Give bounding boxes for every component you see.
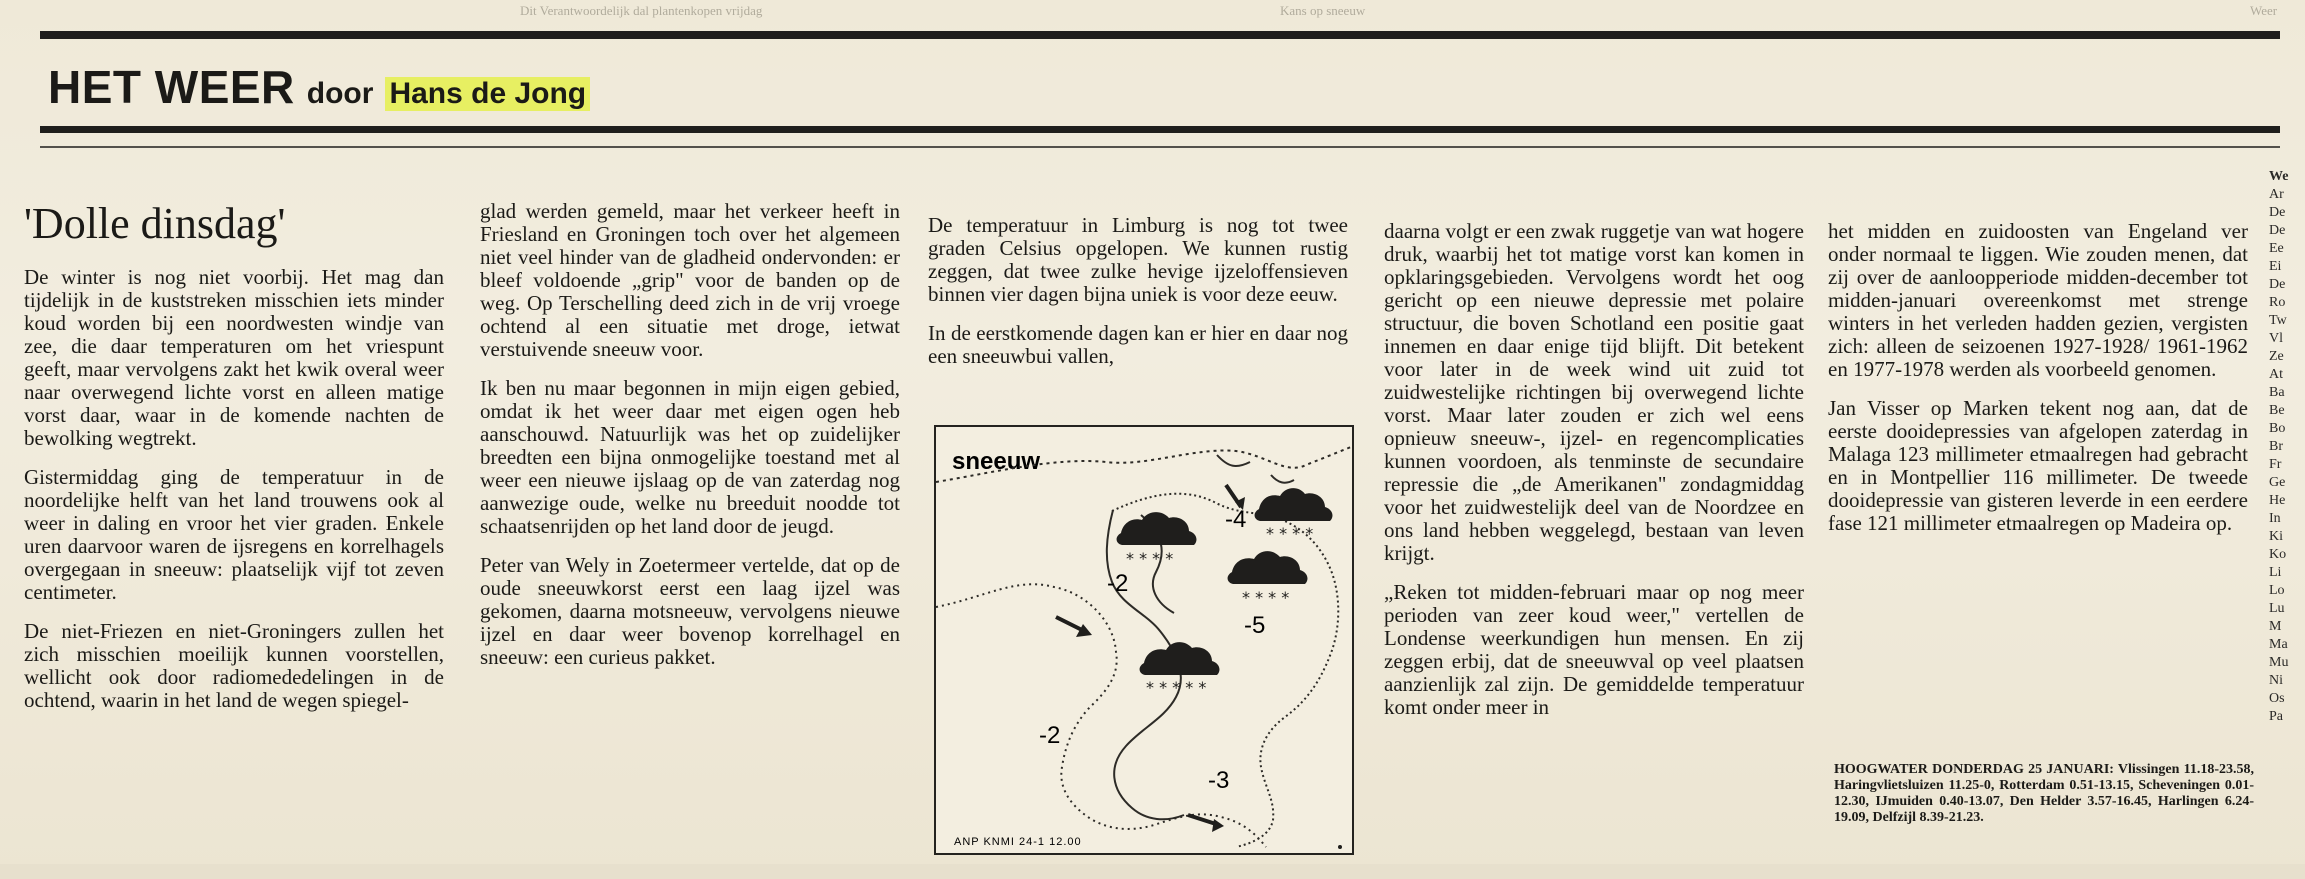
masthead-rule-bottom xyxy=(40,126,2280,133)
svg-text:* * * *: * * * * xyxy=(1242,588,1290,607)
article-paragraph: Gistermiddag ging de temperatuur in de noordelijke helft van het land trouwens ook al weer in daling en vroor het vier graden. Enkele uren daarvoor waren de ijsregens en korrelhagels overgegaan in sneeuw: plaatselijk vijf tot zeven centimeter. xyxy=(24,465,444,604)
right-index-item: In xyxy=(2269,511,2281,526)
temperature-label: -2 xyxy=(1039,722,1061,749)
right-index-item: Ba xyxy=(2269,385,2285,400)
right-index-item: Ar xyxy=(2269,187,2284,202)
page-bottom-edge xyxy=(0,864,2305,879)
right-index-item: Li xyxy=(2269,565,2282,580)
article-paragraph: De temperatuur in Limburg is nog tot twee graden Celsius opgelopen. We kunnen rustig zeggen, dat twee zulke hevige ijzeloffensieven binnen vier dagen bijna uniek is voor deze eeuw. xyxy=(928,213,1348,306)
weather-map xyxy=(934,425,1354,855)
article-paragraph: Peter van Wely in Zoetermeer vertelde, dat op de oude sneeuwkorst eerst een laag ijzel was gekomen, daarna motsneeuw, vervolgens nieuwe ijzel en daar weer bovenop korrelhagel en sneeuw: een curieus pakket. xyxy=(480,553,900,669)
weather-map-svg xyxy=(936,427,1354,855)
svg-text:* * * *: * * * * xyxy=(1266,524,1314,543)
right-index-item: Fr xyxy=(2269,457,2282,472)
wind-arrow-3-head xyxy=(1212,819,1224,832)
masthead-rule-top xyxy=(40,31,2280,39)
right-index-item: Ze xyxy=(2269,349,2284,364)
right-index-item: Ee xyxy=(2269,241,2284,256)
right-index-item: He xyxy=(2269,493,2286,508)
article-paragraph: In de eerstkomende dagen kan er hier en daar nog een sneeuwbui vallen, xyxy=(928,321,1348,368)
article-paragraph: glad werden gemeld, maar het verkeer heeft in Friesland en Groningen toch over het algemeen niet veel hinder van de gladheid ondervonden: er bleef voldoende „grip" voor de banden op de weg. Op Terschelling deed zich in de vrij vroege ochtend al een situatie met droge, ietwat verstuivende sneeuw voor. xyxy=(480,199,900,361)
article-paragraph: De niet-Friezen en niet-Groningers zullen het zich misschien moeilijk kunnen voorstellen, wellicht ook door radiomededelingen in de ochtend, waarin in het land de wegen spiegel- xyxy=(24,619,444,712)
map-islands xyxy=(1217,455,1294,483)
svg-text:* * * * *: * * * * * xyxy=(1146,678,1207,697)
right-index-item: Ma xyxy=(2269,637,2288,652)
article-column-3 xyxy=(928,214,1348,384)
right-index-item: Vl xyxy=(2269,331,2283,346)
right-index-item: M xyxy=(2269,619,2282,634)
right-index-item: De xyxy=(2269,277,2286,292)
map-dot xyxy=(1338,845,1342,849)
right-index-item: Tw xyxy=(2269,313,2287,328)
right-index-item: Pa xyxy=(2269,709,2283,724)
masthead-title: HET WEER xyxy=(48,61,295,113)
right-index-item: Ge xyxy=(2269,475,2286,490)
wind-arrow-2-head xyxy=(1076,624,1092,637)
temperature-label: -4 xyxy=(1225,506,1247,533)
snow-cloud-4 xyxy=(1140,642,1220,697)
masthead-rule-thin xyxy=(40,146,2280,148)
masthead-author: Hans de Jong xyxy=(385,77,590,111)
bleed-text-3: Weer xyxy=(2250,3,2278,18)
right-index-item: Ni xyxy=(2269,673,2283,688)
article-paragraph: Jan Visser op Marken tekent nog aan, dat de eerste dooidepressies van afgelopen zaterdag in Malaga 123 millimeter etmaalregen had gebracht en in Montpellier 116 millimeter. De tweede dooidepressie van gisteren leverde in een eerdere fase 121 millimeter etmaalregen op Madeira op. xyxy=(1828,396,2248,535)
right-index-item: De xyxy=(2269,205,2286,220)
snow-cloud-2 xyxy=(1117,512,1197,568)
article-paragraph: De winter is nog niet voorbij. Het mag dan tijdelijk in de kuststreken misschien iets minder koud worden bij een noordwesten windje van zee, die daar temperaturen om het vriespunt geeft, maar vervolgens zakt het kwik overal weer naar overwegend lichte vorst en alleen matige vorst daar, waar in de komende nachten de bewolking wegtrekt. xyxy=(24,265,444,450)
tide-notice: HOOGWATER DONDERDAG 25 JANUARI: Vlissingen 11.18-23.58, Haringvlietsluizen 11.25-0, Rotterdam 0.51-13.15, Scheveningen 0.01-12.30, IJmuiden 0.40-13.07, Den Helder 3.57-16.45, Harlingen 6.24-19.09, Delfzijl 8.39-21.23. xyxy=(1834,762,2254,825)
map-credit: ANP KNMI 24-1 12.00 xyxy=(954,836,1082,848)
article-paragraph: Ik ben nu maar begonnen in mijn eigen gebied, omdat ik het weer daar met eigen ogen heb aanschouwd. Natuurlijk was het op zuidelijker breedten een bijna onmogelijke toestand met al weer een nieuwe ijslaag op de van zaterdag nog aanwezige oude, welke nu breeduit noodde tot schaatsenrijden op het land door de jeugd. xyxy=(480,376,900,538)
map-label: sneeuw xyxy=(952,448,1041,475)
temperature-label: -2 xyxy=(1107,570,1129,597)
bleed-text-2: Kans op sneeuw xyxy=(1280,3,1366,18)
masthead xyxy=(48,60,590,118)
right-index-item: Br xyxy=(2269,439,2283,454)
snow-cloud-3 xyxy=(1228,551,1308,607)
article-paragraph: „Reken tot midden-februari maar op nog meer perioden van zeer koud weer," vertellen de Londense weerkundigen hun mensen. En zij zeggen erbij, dat de sneeuwval op veel plaatsen aanzienlijk zal zijn. De gemiddelde temperatuur komt onder meer in xyxy=(1384,580,1804,719)
masthead-by: door xyxy=(306,77,374,110)
article-column-5 xyxy=(1828,220,2248,551)
right-index-item: Ko xyxy=(2269,547,2287,562)
right-index-item: Ro xyxy=(2269,295,2286,310)
right-index-item: Ei xyxy=(2269,259,2282,274)
right-index-fragment xyxy=(2269,168,2305,726)
top-bleed-through xyxy=(0,0,2305,22)
svg-text:* * * *: * * * * xyxy=(1126,549,1174,568)
temperature-label: -5 xyxy=(1244,612,1266,639)
snow-cloud-1 xyxy=(1255,488,1333,543)
right-index-item: Mu xyxy=(2269,655,2289,670)
article-paragraph: het midden en zuidoosten van Engeland ver onder normaal te liggen. Wie zouden menen, dat zij over de aanloopperiode midden-december tot midden-januari overeenkomst met strenge winters in het verleden hadden gezien, vergisten zich: alleen de seizoenen 1927-1928/ 1961-1962 en 1977-1978 werden als voorbeeld genomen. xyxy=(1828,219,2248,381)
article-column-2 xyxy=(480,200,900,685)
right-index-item: Os xyxy=(2269,691,2285,706)
article-column-1 xyxy=(24,266,444,728)
article-paragraph: daarna volgt er een zwak ruggetje van wat hogere druk, waarbij het tot matige vorst kan komen in opklaringsgebieden. Vervolgens wordt het oog gericht op een nieuwe depressie met polaire structuur, die boven Schotland een positie gaat innemen en daar enige tijd blijft. Dit betekent voor later in de week wind uit zuid tot zuidwestelijke richtingen bij overwegend lichte vorst. Maar later zouden er zich wel eens opnieuw sneeuw-, ijzel- en regencomplicaties kunnen voordoen, als tenminste de secundaire repressie die „de Amerikanen" zondagmiddag voor het zuidwestelijk deel van de Noordzee en ons land hebben weggelegd, bestaan van leven krijgt. xyxy=(1384,219,1804,565)
right-index-item: Bo xyxy=(2269,421,2286,436)
article-headline: 'Dolle dinsdag' xyxy=(24,199,286,248)
right-index-item: Lu xyxy=(2269,601,2285,616)
right-index-item: We xyxy=(2269,169,2289,184)
right-index-item: Lo xyxy=(2269,583,2285,598)
right-index-item: At xyxy=(2269,367,2283,382)
temperature-label: -3 xyxy=(1208,767,1230,794)
right-index-item: De xyxy=(2269,223,2286,238)
bleed-text-1: Dit Verantwoordelijk dal plantenkopen vrijdag xyxy=(520,3,763,18)
right-index-item: Be xyxy=(2269,403,2285,418)
map-coastline-west xyxy=(936,584,1266,847)
article-column-4 xyxy=(1384,220,1804,735)
right-index-item: Ki xyxy=(2269,529,2283,544)
